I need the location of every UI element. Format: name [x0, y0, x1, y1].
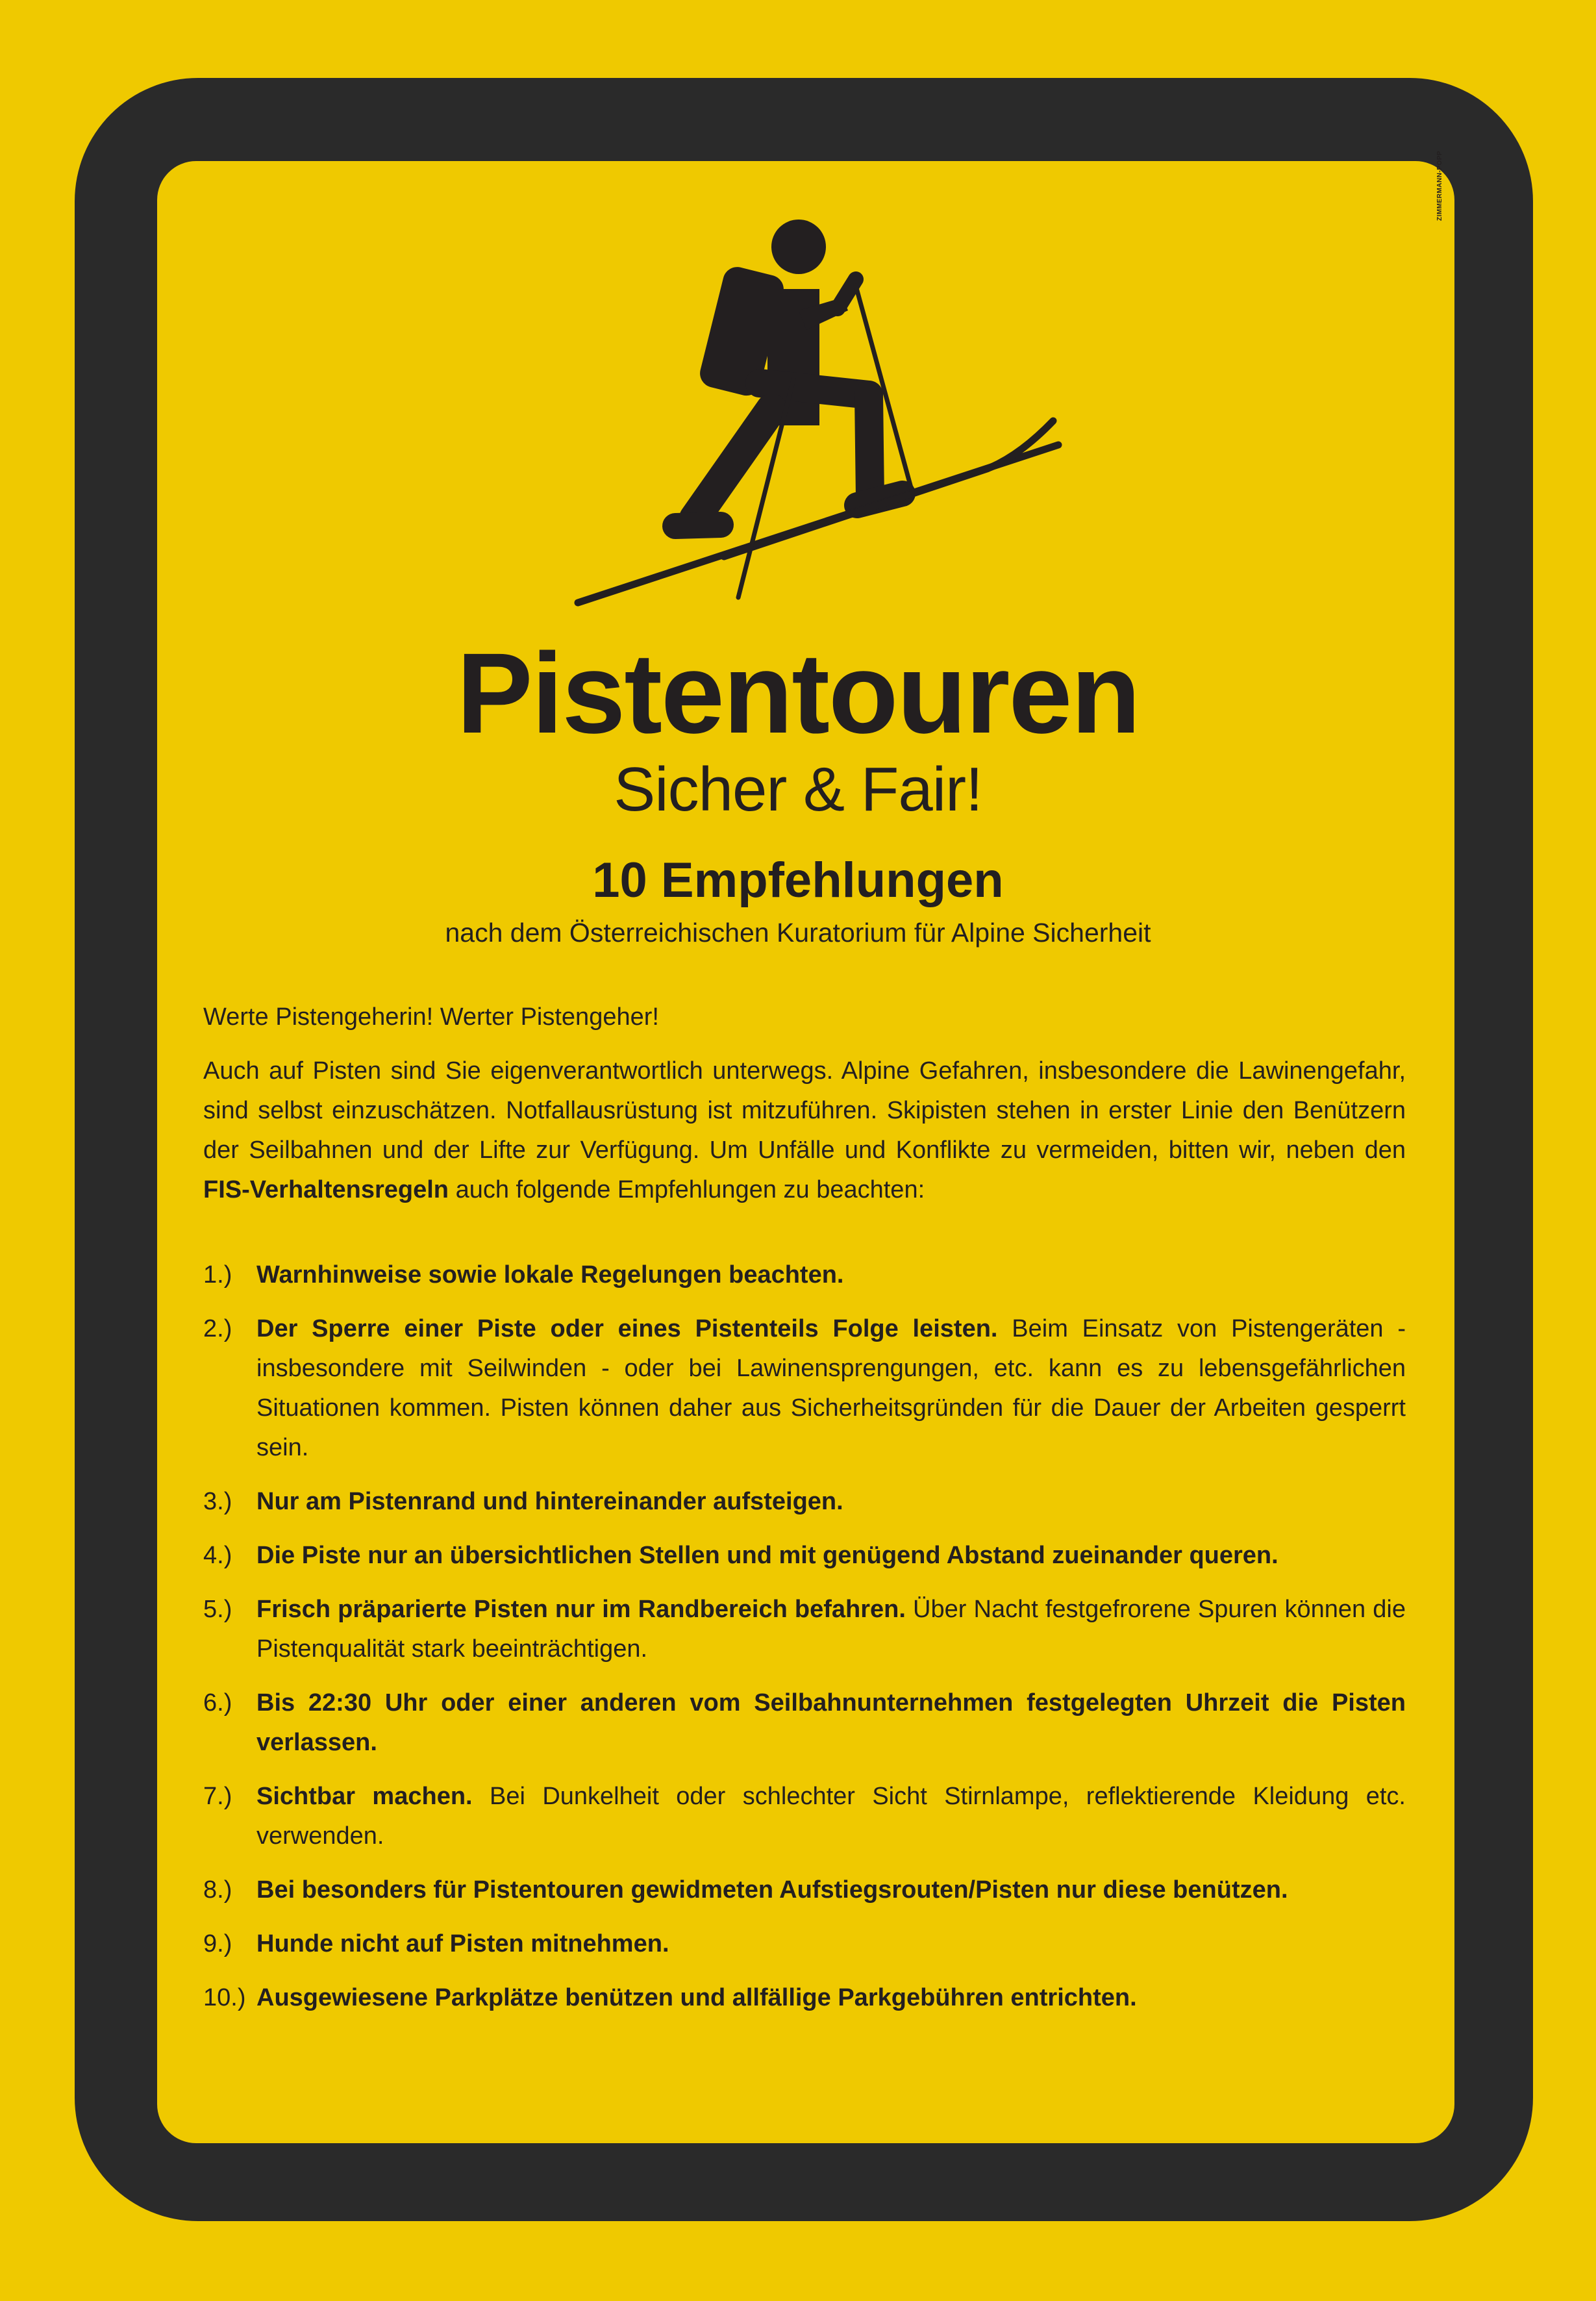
rule-number: 2.)	[203, 1315, 232, 1342]
list-item	[203, 1777, 1406, 1856]
recommendations-heading: 10 Empfehlungen	[592, 853, 1004, 908]
rule-headline: Sichtbar machen.	[256, 1783, 473, 1810]
poster-subtitle: Sicher & Fair!	[614, 755, 982, 824]
rule-number: 6.)	[203, 1689, 232, 1716]
list-item	[203, 1590, 1406, 1669]
rule-number: 4.)	[203, 1542, 232, 1569]
intro-paragraph	[203, 1051, 1406, 1210]
rule-headline: Der Sperre einer Piste oder eines Pistenteils Folge leisten.	[256, 1315, 998, 1342]
list-item	[203, 1924, 1406, 1964]
rule-headline: Bis 22:30 Uhr oder einer anderen vom Seilbahnunternehmen festgelegten Uhrzeit die Pisten verlassen.	[256, 1689, 1406, 1756]
rule-number: 8.)	[203, 1876, 232, 1904]
body-text	[203, 998, 1406, 2032]
rule-headline: Die Piste nur an übersichtlichen Stellen und mit genügend Abstand zueinander queren.	[256, 1542, 1278, 1569]
rule-headline: Warnhinweise sowie lokale Regelungen beachten.	[256, 1261, 844, 1289]
list-item	[203, 1870, 1406, 1910]
list-item	[203, 1255, 1406, 1295]
rule-number: 1.)	[203, 1261, 232, 1289]
rule-number: 10.)	[203, 1984, 246, 2011]
greeting: Werte Pistengeherin! Werter Pistengeher!	[203, 1003, 659, 1031]
rule-detail: Beim Einsatz von Pistengeräten - insbesondere mit Seilwinden - oder bei Lawinensprengungen, etc. kann es zu lebensgefährlichen Situationen kommen. Pisten können daher aus Sicherheitsgründen für die Dauer der Arbeiten gesperrt sein.	[256, 1315, 1406, 1461]
list-item	[203, 1683, 1406, 1763]
list-item	[203, 1536, 1406, 1576]
rule-number: 3.)	[203, 1488, 232, 1515]
rule-number: 9.)	[203, 1930, 232, 1957]
list-item	[203, 1309, 1406, 1468]
rule-headline: Nur am Pistenrand und hintereinander aufsteigen.	[256, 1488, 843, 1515]
intro-text-after: auch folgende Empfehlungen zu beachten:	[449, 1176, 925, 1203]
recommendations-list	[203, 1255, 1406, 2018]
poster-title: Pistentouren	[456, 630, 1140, 757]
ski-touring-figure-icon	[565, 214, 1071, 630]
intro-text-before: Auch auf Pisten sind Sie eigenverantwortlich unterwegs. Alpine Gefahren, insbesondere die Lawinengefahr, sind selbst einzuschätzen. Notfallausrüstung ist mitzuführen. Skipisten stehen in erster Linie den Benützern der Seilbahnen und der Lifte zur Verfügung. Um Unfälle und Konflikte zu vermeiden, bitten wir, neben den	[203, 1057, 1406, 1164]
rule-number: 5.)	[203, 1596, 232, 1623]
list-item	[203, 1978, 1406, 2018]
rule-headline: Hunde nicht auf Pisten mitnehmen.	[256, 1930, 669, 1957]
rule-detail: Über Nacht festgefrorene Spuren können die Pistenqualität stark beeinträchtigen.	[256, 1596, 1406, 1663]
rule-number: 7.)	[203, 1783, 232, 1810]
rule-headline: Bei besonders für Pistentouren gewidmeten Aufstiegsrouten/Pisten nur diese benützen.	[256, 1876, 1288, 1904]
recommendations-source: nach dem Österreichischen Kuratorium für Alpine Sicherheit	[445, 918, 1151, 948]
rule-detail: Bei Dunkelheit oder schlechter Sicht Stirnlampe, reflektierende Kleidung etc. verwenden.	[256, 1783, 1406, 1850]
maker-mark: ZIMMERMANN-POPP	[1436, 150, 1443, 221]
rule-headline: Frisch präparierte Pisten nur im Randbereich befahren.	[256, 1596, 906, 1623]
fis-rules-reference: FIS-Verhaltensregeln	[203, 1176, 449, 1203]
list-item	[203, 1482, 1406, 1522]
rule-headline: Ausgewiesene Parkplätze benützen und allfällige Parkgebühren entrichten.	[256, 1984, 1137, 2011]
